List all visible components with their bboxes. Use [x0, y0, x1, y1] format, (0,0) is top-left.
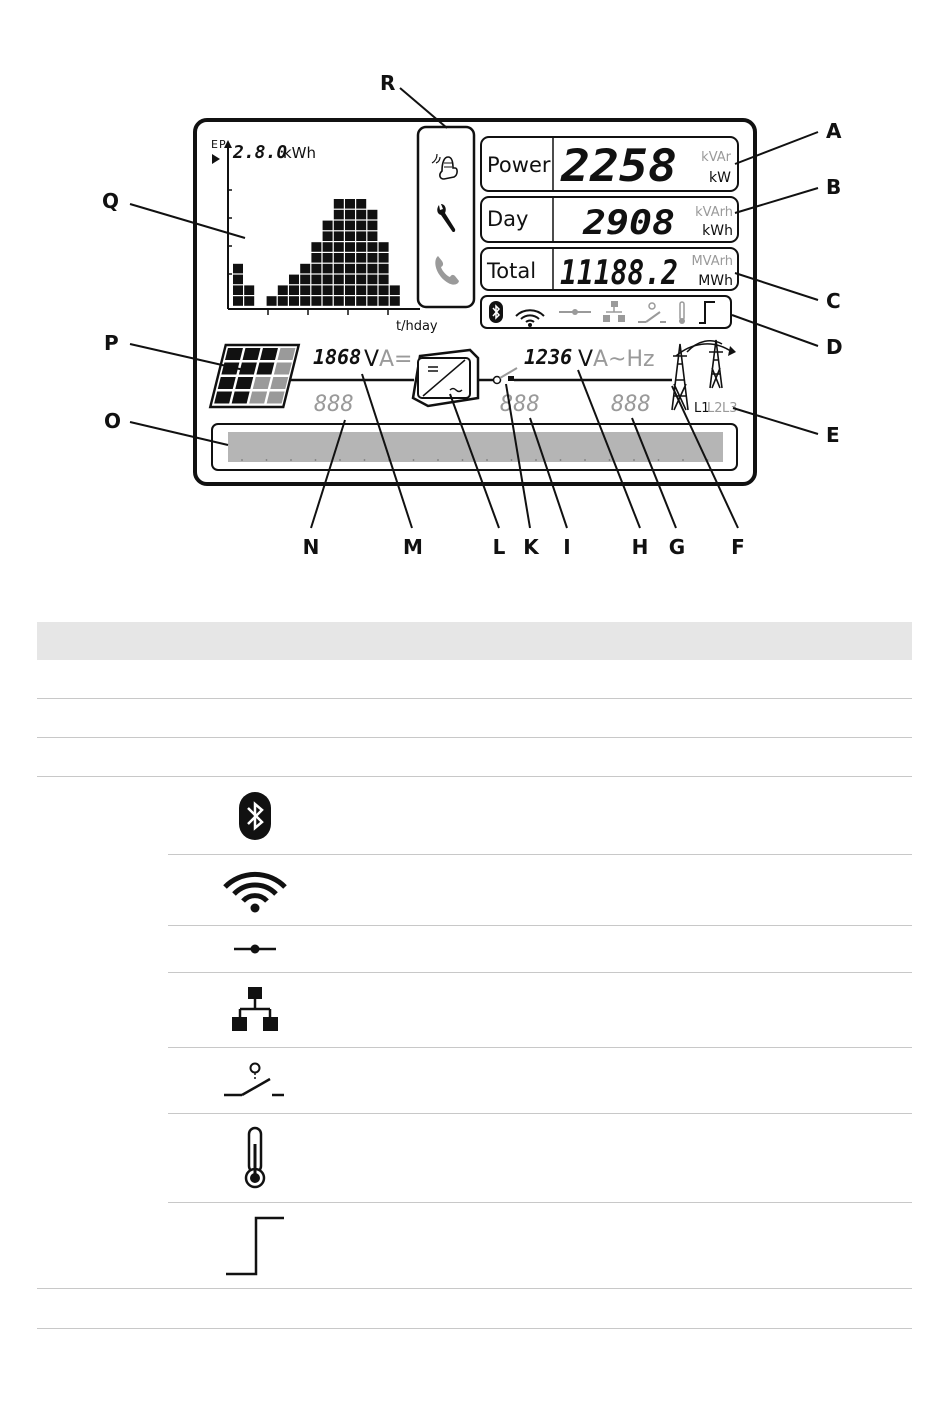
seg-value-i: 888	[500, 392, 540, 417]
power-unit-kw: kW	[709, 170, 731, 186]
total-unit-mvarh: MVArh	[691, 254, 733, 269]
day-box	[481, 197, 738, 243]
day-unit-kwh: kWh	[702, 223, 733, 239]
chart-bar-cell	[334, 221, 344, 231]
chart-bar-cell	[289, 275, 299, 285]
table-subrow	[168, 1114, 912, 1203]
text-line-dot	[682, 459, 684, 461]
chart-bar-cell	[289, 296, 299, 306]
total-box	[481, 248, 738, 293]
chart-bar-cell	[334, 275, 344, 285]
table-header	[37, 622, 912, 660]
day-value: 2908	[581, 203, 675, 243]
chart-label-p: P	[219, 138, 226, 151]
table-subrow	[168, 855, 912, 926]
table-subrow	[168, 1203, 912, 1288]
pv-cell	[225, 348, 243, 360]
day-unit-kvarh: kVArh	[695, 205, 733, 220]
chart-bar-cell	[289, 285, 299, 295]
chart-bar-cell	[278, 285, 288, 295]
text-line-dot	[241, 459, 243, 461]
chart-bar-cell	[311, 242, 321, 252]
chart-bar-cell	[367, 264, 377, 274]
chart-bar-cell	[345, 242, 355, 252]
table-subrow	[168, 926, 912, 973]
power-limitation-icon	[170, 1203, 340, 1288]
chart-bar-cell	[356, 253, 366, 263]
status-symbol-panel	[418, 127, 474, 307]
pv-cell	[277, 348, 295, 360]
chart-bar-cell	[267, 296, 277, 306]
callout-e: E	[826, 423, 840, 447]
chart-bar-cell	[323, 221, 333, 231]
dc-unit-a: A=	[379, 347, 413, 372]
chart-bar-cell	[233, 285, 243, 295]
chart-bar-cell	[390, 285, 400, 295]
chart-bar-cell	[311, 264, 321, 274]
callout-o: O	[104, 409, 122, 433]
callout-a: A	[826, 119, 842, 143]
pv-cell	[267, 392, 285, 404]
chart-bar-cell	[367, 275, 377, 285]
chart-bar-cell	[334, 199, 344, 209]
inverter-icon	[413, 350, 478, 406]
chart-bar-cell	[300, 275, 310, 285]
text-line-dot	[315, 459, 317, 461]
text-line-dot	[413, 459, 415, 461]
pv-cell	[274, 363, 292, 375]
chart-bar-cell	[300, 264, 310, 274]
chart-bar-cell	[356, 210, 366, 220]
network-icon	[170, 973, 340, 1047]
chart-label-e: E	[211, 138, 218, 151]
day-label: Day	[487, 207, 529, 231]
text-line-dot	[511, 459, 513, 461]
table-row	[37, 699, 912, 738]
chart-bar-cell	[323, 242, 333, 252]
text-line-dot	[339, 459, 341, 461]
chart-bar-cell	[311, 253, 321, 263]
chart-bar-cell	[334, 296, 344, 306]
chart-bar-cell	[367, 242, 377, 252]
text-line-dot	[633, 459, 635, 461]
chart-bar-cell	[345, 221, 355, 231]
pv-cell	[253, 377, 271, 389]
pv-cell	[242, 348, 260, 360]
temperature-icon	[170, 1114, 340, 1202]
chart-bar-cell	[334, 264, 344, 274]
text-line-dot	[584, 459, 586, 461]
chart-bar-cell	[367, 253, 377, 263]
chart-bar-cell	[356, 199, 366, 209]
pv-cell	[270, 377, 288, 389]
ac-unit-v: V	[578, 347, 594, 372]
chart-bar-cell	[233, 275, 243, 285]
chart-bar-cell	[244, 296, 254, 306]
bluetooth-icon	[170, 777, 340, 854]
chart-bar-cell	[300, 285, 310, 295]
chart-x-label: t/hday	[396, 319, 438, 334]
chart-bar-cell	[311, 296, 321, 306]
bluetooth-icon	[489, 301, 503, 323]
lcd-display-diagram	[0, 0, 950, 590]
header-cell-symbol	[168, 622, 342, 660]
chart-bar-cell	[367, 231, 377, 241]
total-label: Total	[487, 259, 537, 283]
chart-bar-cell	[379, 253, 389, 263]
pv-cell	[218, 377, 236, 389]
chart-bar-cell	[323, 231, 333, 241]
chart-energy-value: 2.8.0	[233, 142, 288, 163]
text-line-dot	[462, 459, 464, 461]
ac-value: 1236	[524, 345, 573, 369]
chart-bar-cell	[379, 285, 389, 295]
seg-value-g: 888	[611, 392, 651, 417]
callout-r: R	[380, 71, 396, 95]
ac-unit-ahz: A~Hz	[593, 347, 655, 372]
table-subrow	[168, 1048, 912, 1114]
chart-bar-cell	[345, 253, 355, 263]
chart-bar-cell	[311, 285, 321, 295]
callout-h: H	[631, 535, 649, 559]
text-line-dot	[560, 459, 562, 461]
chart-bar-cell	[356, 231, 366, 241]
header-cell-explanation	[342, 622, 912, 660]
text-line-dot	[364, 459, 366, 461]
chart-bar-cell	[379, 296, 389, 306]
chart-bar-cell	[334, 285, 344, 295]
chart-bar-cell	[311, 275, 321, 285]
chart-bar-cell	[345, 231, 355, 241]
text-line-dot	[486, 459, 488, 461]
total-value: 11188.2	[560, 253, 678, 293]
status-icons-row	[481, 296, 731, 328]
chart-bar-cell	[345, 199, 355, 209]
pv-cell	[232, 392, 250, 404]
text-line-dot	[535, 459, 537, 461]
dc-value: 1868	[313, 345, 362, 369]
callout-i: I	[563, 535, 571, 559]
pv-cell	[235, 377, 253, 389]
text-line-dot	[658, 459, 660, 461]
power-value: 2258	[559, 141, 677, 192]
phase-l1: L1	[694, 401, 710, 416]
chart-bar-cell	[356, 285, 366, 295]
text-line-dot	[290, 459, 292, 461]
chart-bar-cell	[345, 275, 355, 285]
connection-icon	[170, 926, 340, 972]
chart-bar-cell	[233, 296, 243, 306]
chart-bar-cell	[334, 210, 344, 220]
text-line-dot	[266, 459, 268, 461]
chart-bar-cell	[356, 242, 366, 252]
chart-bar-cell	[367, 285, 377, 295]
chart-bar-cell	[345, 285, 355, 295]
wlan-icon	[170, 855, 340, 925]
legend-table	[37, 622, 912, 1329]
callout-g: G	[668, 535, 686, 559]
chart-bar-cell	[334, 253, 344, 263]
chart-bar-cell	[300, 296, 310, 306]
seg-value-n: 888	[314, 392, 354, 417]
callout-d: D	[826, 335, 843, 359]
chart-bar-cell	[356, 275, 366, 285]
text-line-dot	[437, 459, 439, 461]
chart-energy-unit: kWh	[283, 144, 317, 162]
chart-bar-cell	[323, 296, 333, 306]
power-label: Power	[487, 153, 551, 177]
header-cell-position	[37, 622, 168, 660]
table-subrow	[168, 973, 912, 1048]
callout-k: K	[523, 535, 539, 559]
chart-bar-cell	[356, 296, 366, 306]
chart-bar-cell	[390, 296, 400, 306]
table-subrow	[168, 777, 912, 855]
phase-l3: L3	[722, 401, 738, 416]
chart-bar-cell	[334, 231, 344, 241]
chart-bar-cell	[367, 210, 377, 220]
chart-bar-cell	[345, 210, 355, 220]
callout-n: N	[302, 535, 320, 559]
pv-panel-icon	[210, 345, 298, 407]
dc-unit-v: V	[364, 347, 380, 372]
chart-bar-cell	[278, 296, 288, 306]
callout-b: B	[826, 175, 842, 199]
pv-cell	[214, 392, 232, 404]
chart-bar-cell	[323, 275, 333, 285]
chart-bar-cell	[356, 221, 366, 231]
pv-cell	[260, 348, 278, 360]
chart-bar-cell	[345, 296, 355, 306]
text-line-dot	[609, 459, 611, 461]
chart-bar-cell	[379, 264, 389, 274]
pv-cell	[249, 392, 267, 404]
table-row	[37, 738, 912, 777]
table-row	[37, 1289, 912, 1329]
phase-l2: L2	[707, 401, 723, 416]
power-unit-kvar: kVAr	[701, 150, 731, 165]
callout-q: Q	[102, 189, 120, 213]
chart-bar-cell	[323, 253, 333, 263]
callout-p: P	[104, 331, 119, 355]
power-box	[481, 137, 738, 192]
table-row-status-symbols	[37, 777, 912, 1289]
total-unit-mwh: MWh	[698, 273, 733, 289]
chart-bar-cell	[379, 275, 389, 285]
table-row	[37, 660, 912, 699]
chart-bar-cell	[334, 242, 344, 252]
callout-f: F	[731, 535, 745, 559]
callout-c: C	[826, 289, 841, 313]
chart-bar-cell	[367, 221, 377, 231]
chart-bar-cell	[323, 264, 333, 274]
chart-bar-cell	[244, 285, 254, 295]
chart-bar-cell	[379, 242, 389, 252]
chart-bar-cell	[345, 264, 355, 274]
pv-cell	[256, 363, 274, 375]
chart-bar-cell	[356, 264, 366, 274]
chart-bar-cell	[367, 296, 377, 306]
callout-m: M	[403, 535, 423, 559]
chart-bar-cell	[233, 264, 243, 274]
chart-bar-cell	[323, 285, 333, 295]
callout-l: L	[492, 535, 506, 559]
multifunction-relay-icon	[170, 1048, 340, 1113]
